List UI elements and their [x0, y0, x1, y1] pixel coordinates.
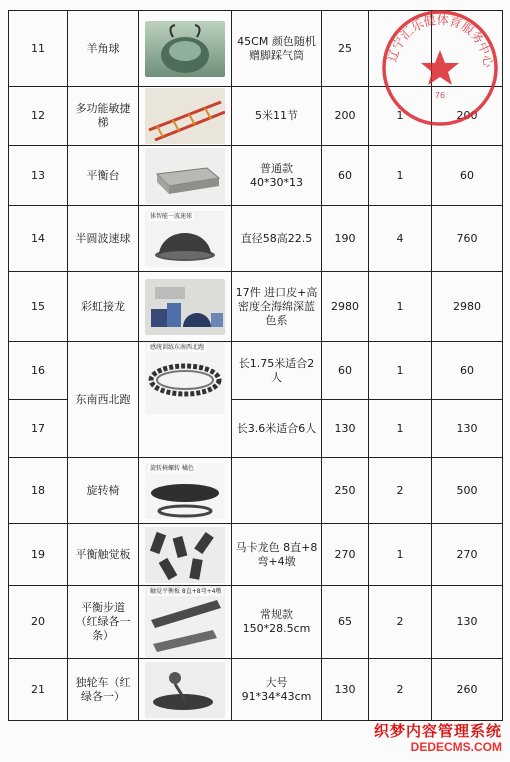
line-total: 500 [432, 458, 503, 524]
product-name: 羊角球 [68, 11, 139, 87]
spec-text: 长3.6米适合6人 [232, 400, 322, 458]
balance-path-image [145, 586, 225, 658]
svg-text:76: 76 [434, 91, 446, 100]
quantity: 1 [369, 524, 432, 586]
photo-caption: 旋转椅螺转 橘色 [150, 464, 194, 472]
table-row [9, 11, 503, 87]
table-row [9, 458, 503, 524]
product-table [8, 10, 503, 721]
line-total: 200 [432, 87, 503, 146]
product-name: 多功能敏捷梯 [68, 87, 139, 146]
product-photo [139, 11, 232, 87]
quantity: 4 [369, 206, 432, 272]
photo-caption: 触觉平衡板 8直+8弯+4墩 [150, 588, 222, 595]
line-total [432, 11, 503, 87]
row-number: 19 [9, 524, 68, 586]
unicycle-image [145, 662, 225, 718]
spec-text: 常规款 150*28.5cm [232, 586, 322, 659]
spec-text: 马卡龙色 8直+8弯+4墩 [232, 524, 322, 586]
unit-price: 190 [322, 206, 369, 272]
spec-text: 直径58高22.5 [232, 206, 322, 272]
unit-price: 25 [322, 11, 369, 87]
spec-text [232, 458, 322, 524]
spec-text: 17件 进口皮+高密度全海绵深蓝色系 [232, 272, 322, 342]
quantity: 1 [369, 146, 432, 206]
watermark-domain: DEDECMS.COM [410, 740, 502, 754]
spec-text: 45CM 颜色随机 赠脚踩气筒 [232, 11, 322, 87]
site-watermark [374, 722, 502, 754]
unit-price: 270 [322, 524, 369, 586]
spec-text: 长1.75米适合2人 [232, 342, 322, 400]
spin-chair-image [145, 463, 225, 519]
product-photo [139, 458, 232, 524]
line-total: 130 [432, 400, 503, 458]
table-row [9, 87, 503, 146]
product-name: 半圆波速球 [68, 206, 139, 272]
line-total: 260 [432, 659, 503, 721]
watermark-title: 织梦内容管理系统 [373, 722, 502, 740]
table-row [9, 659, 503, 721]
product-photo [139, 146, 232, 206]
tactile-board-image [145, 527, 225, 583]
product-name: 旋转椅 [68, 458, 139, 524]
table-row [9, 342, 503, 400]
quantity: 1 [369, 400, 432, 458]
ball-with-handles-image [145, 21, 225, 77]
product-photo [139, 524, 232, 586]
line-total: 2980 [432, 272, 503, 342]
unit-price: 60 [322, 146, 369, 206]
spec-text: 普通款 40*30*13 [232, 146, 322, 206]
product-photo [139, 206, 232, 272]
unit-price: 130 [322, 659, 369, 721]
quantity: 2 [369, 659, 432, 721]
quantity: 1 [369, 87, 432, 146]
row-number: 21 [9, 659, 68, 721]
line-total: 270 [432, 524, 503, 586]
quantity: 2 [369, 458, 432, 524]
unit-price: 65 [322, 586, 369, 659]
photo-caption: 体智能一波速球 [150, 212, 193, 220]
ring-run-image [145, 342, 225, 414]
table-row [9, 524, 503, 586]
rainbow-blocks-image [145, 279, 225, 335]
quantity: 1 [369, 342, 432, 400]
line-total: 130 [432, 586, 503, 659]
row-number: 15 [9, 272, 68, 342]
quantity [369, 11, 432, 87]
product-photo [139, 586, 232, 659]
product-name: 独轮车（红绿各一） [68, 659, 139, 721]
product-photo [139, 342, 232, 458]
unit-price: 60 [322, 342, 369, 400]
table-row [9, 206, 503, 272]
product-name: 彩虹接龙 [68, 272, 139, 342]
line-total: 60 [432, 146, 503, 206]
row-number: 16 [9, 342, 68, 400]
product-photo [139, 659, 232, 721]
photo-caption: 感统训练东南西北跑 [150, 344, 205, 351]
product-photo [139, 272, 232, 342]
svg-text:辽宁汇乐健体育服务中心: 辽宁汇乐健体育服务中心 [385, 12, 496, 69]
unit-price: 250 [322, 458, 369, 524]
line-total: 760 [432, 206, 503, 272]
quantity: 1 [369, 272, 432, 342]
spec-text: 大号 91*34*43cm [232, 659, 322, 721]
product-photo [139, 87, 232, 146]
row-number: 18 [9, 458, 68, 524]
table-row [9, 272, 503, 342]
product-name: 东南西北跑 [68, 342, 139, 458]
row-number: 12 [9, 87, 68, 146]
row-number: 14 [9, 206, 68, 272]
product-name: 平衡台 [68, 146, 139, 206]
unit-price: 130 [322, 400, 369, 458]
product-name: 平衡触觉板 [68, 524, 139, 586]
unit-price: 2980 [322, 272, 369, 342]
line-total: 60 [432, 342, 503, 400]
unit-price: 200 [322, 87, 369, 146]
table-row [9, 586, 503, 659]
balance-board-image [145, 148, 225, 204]
row-number: 13 [9, 146, 68, 206]
row-number: 11 [9, 11, 68, 87]
row-number: 17 [9, 400, 68, 458]
spec-text: 5米11节 [232, 87, 322, 146]
row-number: 20 [9, 586, 68, 659]
product-name: 平衡步道（红绿各一条） [68, 586, 139, 659]
bosu-ball-image [145, 211, 225, 267]
table-row [9, 146, 503, 206]
agility-ladder-image [145, 88, 225, 144]
quantity: 2 [369, 586, 432, 659]
